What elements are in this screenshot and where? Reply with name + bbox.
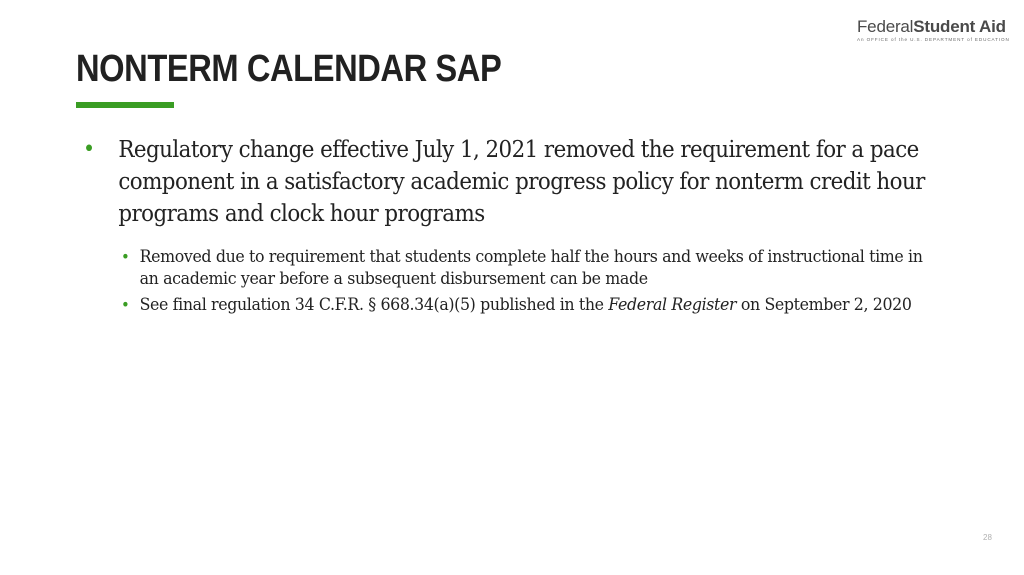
sub-bullet-1 — [121, 246, 930, 290]
slide-title: NONTERM CALENDAR SAP — [76, 48, 502, 90]
sub-bullet-list — [83, 246, 943, 316]
federal-student-aid-logo — [857, 17, 1010, 44]
sub-bullet-2 — [121, 294, 930, 316]
slide-content — [83, 134, 943, 320]
main-bullet-text: Regulatory change effective July 1, 2021 removed the requirement for a pace component in a satisfactory academic progress policy for nonterm credit hour programs and clock hour programs — [118, 137, 925, 227]
logo-tagline: An OFFICE of the U.S. DEPARTMENT of EDUCATION — [857, 37, 1010, 42]
bullet-dot-icon: • — [121, 295, 130, 314]
bullet-dot-icon: • — [83, 137, 95, 162]
logo-word-federal: Federal — [857, 17, 914, 36]
sub-bullet-2-text-before: See final regulation 34 C.F.R. § 668.34(a)(5) published in the — [139, 295, 609, 315]
title-accent-bar — [76, 102, 174, 108]
logo-word-student-aid: Student Aid — [913, 17, 1006, 36]
sub-bullet-2-text-after: on September 2, 2020 — [736, 295, 912, 315]
main-bullet — [83, 134, 937, 230]
federal-register-citation: Federal Register — [608, 295, 737, 315]
bullet-dot-icon: • — [121, 247, 130, 266]
sub-bullet-1-text: Removed due to requirement that students complete half the hours and weeks of instructional time in an academic year before a subsequent disbursement can be made — [139, 247, 923, 289]
page-number: 28 — [983, 533, 992, 542]
logo-wordmark — [857, 18, 1007, 36]
